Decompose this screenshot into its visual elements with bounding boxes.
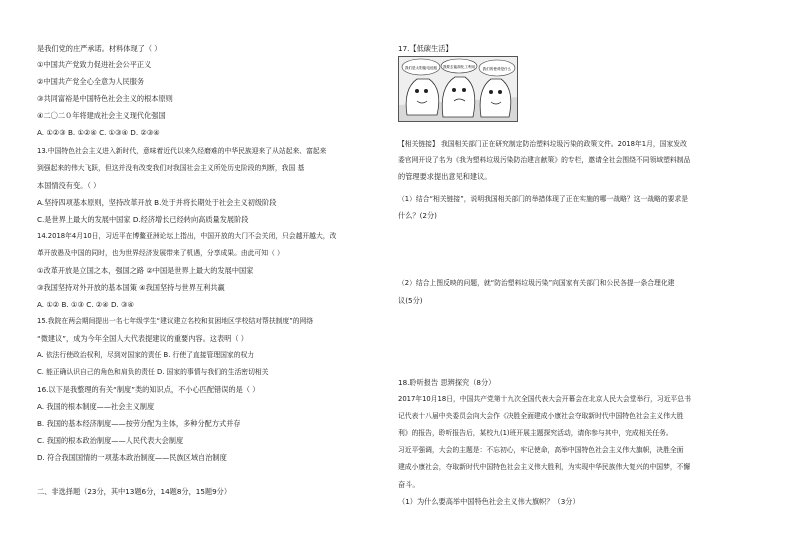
text-line: 的管理要求提出意见和建议。 <box>398 172 492 181</box>
text-line: 议(5分) <box>398 296 423 305</box>
text-line: 是我们党的庄严承诺。材料体现了（ ） <box>37 44 162 53</box>
text-line: ①改革开放是立国之本，强国之路 ②中国是世界上最大的发展中国家 <box>37 266 254 275</box>
sub-question-1: （1）结合“相关链接”，说明我国相关部门的举措体现了正在实施的哪一战略？这一战略的要求是 <box>398 195 689 203</box>
question-13: 13.中国特色社会主义进入新时代，意味着近代以来久经磨难的中华民族迎来了从站起来、富起来 <box>37 147 327 155</box>
cartoon-illustration <box>398 56 518 122</box>
answer-option: D. 符合我国国情的一项基本政治制度——民族区域自治制度 <box>37 453 227 462</box>
answer-options: A. ①②③ B. ①②④ C. ①③④ D. ②③④ <box>37 128 160 137</box>
answer-option: B. 我国的基本经济制度——按劳分配为主体，多种分配方式并存 <box>37 419 241 428</box>
text-line: 委官网开设了名为《我为塑料垃圾污染防治建言献策》的专栏，邀请全社会围绕不同领域塑料制品 <box>398 156 691 164</box>
text-line: 奋斗。 <box>398 480 420 489</box>
answer-options: C.是世界上最大的发展中国家 D.经济增长已经转向高质量发展阶段 <box>37 215 249 224</box>
text-line: ③共同富裕是中国特色社会主义的根本原则 <box>37 94 173 103</box>
text-line: 记代表十八届中央委员会向大会作《决胜全面建成小康社会夺取新时代中国特色社会主义伟大胜 <box>398 412 684 420</box>
section-heading: 二、非选择题（23分，其中13题6分，14题8分，15题9分） <box>37 487 232 496</box>
bubble-text: 我要去能源化工利用 <box>442 65 476 69</box>
text-line: 建成小康社会，夺取新时代中国特色社会主义伟大胜利，为实现中华民族伟大复兴的中国梦，不懈 <box>398 463 691 471</box>
text-line: ④二〇二０年将建成社会主义现代化强国 <box>37 111 166 120</box>
question-14: 14.2018年4月10日，习近平在博鳌亚洲论坛上指出，中国开放的大门不会关闭，只会越开越大，改 <box>37 232 337 240</box>
bubble-text: 我们是太阳能电池板 <box>404 66 438 70</box>
bubble-text: 我们的使命是什么 <box>482 67 512 71</box>
answer-options: C. 能正确认识自己的角色和肩负的责任 D. 国家的事情与我们的生活密切相关 <box>37 368 269 376</box>
text-line: 本国情没有变。（ ） <box>37 181 101 190</box>
answer-options: A. 依法行使政治权利，尽到对国家的责任 B. 行使了直接管理国家的权力 <box>37 351 255 359</box>
cartoon-drawing <box>399 57 517 121</box>
text-line: 利》的报告，聆听报告后，某校九(1)班开展主题探究活动，请你参与其中，完成相关任务。 <box>398 429 673 437</box>
text-line: 到强起来的伟大飞跃，但这并没有改变我们对我国社会主义所处历史阶段的判断，我国 基 <box>37 164 305 172</box>
question-16: 16.以下是我整理的有关“制度”类的知识点，不小心匹配错误的是（ ） <box>37 385 260 394</box>
question-18-heading: 18.聆听报告 思辨探究（8分） <box>398 378 496 387</box>
text-line: 革开放愚及中国的同时，也为世界经济发展带来了机遇，分享成果。由此可知（ ） <box>37 249 284 257</box>
text-line: ②中国共产党全心全意为人民服务 <box>37 77 145 86</box>
question-17-heading: 17.【低碳生活】 <box>398 44 453 53</box>
text-line: “微建议”，成为今年全国人大代表提建议的重要内容。这表明（ ） <box>37 334 248 343</box>
text-line: 2017年10月18日，中国共产党第十九次全国代表大会开幕会在北京人民大会堂举行，习近平总书 <box>398 395 691 403</box>
sub-question-2: （2）结合上图反映的问题，就“防治塑料垃圾污染”向国家有关部门和公民各提一条合理化建 <box>398 279 675 287</box>
answer-options: A.坚持四项基本原则，坚持改革开放 B.处于并将长期处于社会主义初级阶段 <box>37 198 277 207</box>
text-line: 习近平强调，大会的主题是：不忘初心，牢记使命，高举中国特色社会主义伟大旗帜，决胜全面 <box>398 446 684 454</box>
sub-question-1: （1）为什么要高举中国特色社会主义伟大旗帜？（3分） <box>398 497 580 506</box>
text-line: ③我国坚持对外开放的基本国策 ④我国坚持与世界互利共赢 <box>37 283 225 292</box>
question-15: 15.我院在两会期间提出一名七年级学生“建议建立名校和贫困地区学校结对帮扶制度”的网络 <box>37 317 314 325</box>
text-line: 什么？(2分) <box>398 211 437 220</box>
text-line: ①中国共产党致力促进社会公平正义 <box>37 60 152 69</box>
answer-options: A. ①② B. ①③ C. ②④ D. ③④ <box>37 300 134 309</box>
related-link-text: 【相关链接】 我国相关部门正在研究制定防治塑料垃圾污染的政策文件。2018年1月，国家发改 <box>398 140 687 148</box>
answer-option: A. 我国的根本制度——社会主义制度 <box>37 402 155 411</box>
answer-option: C. 我国的根本政治制度——人民代表大会制度 <box>37 436 184 445</box>
